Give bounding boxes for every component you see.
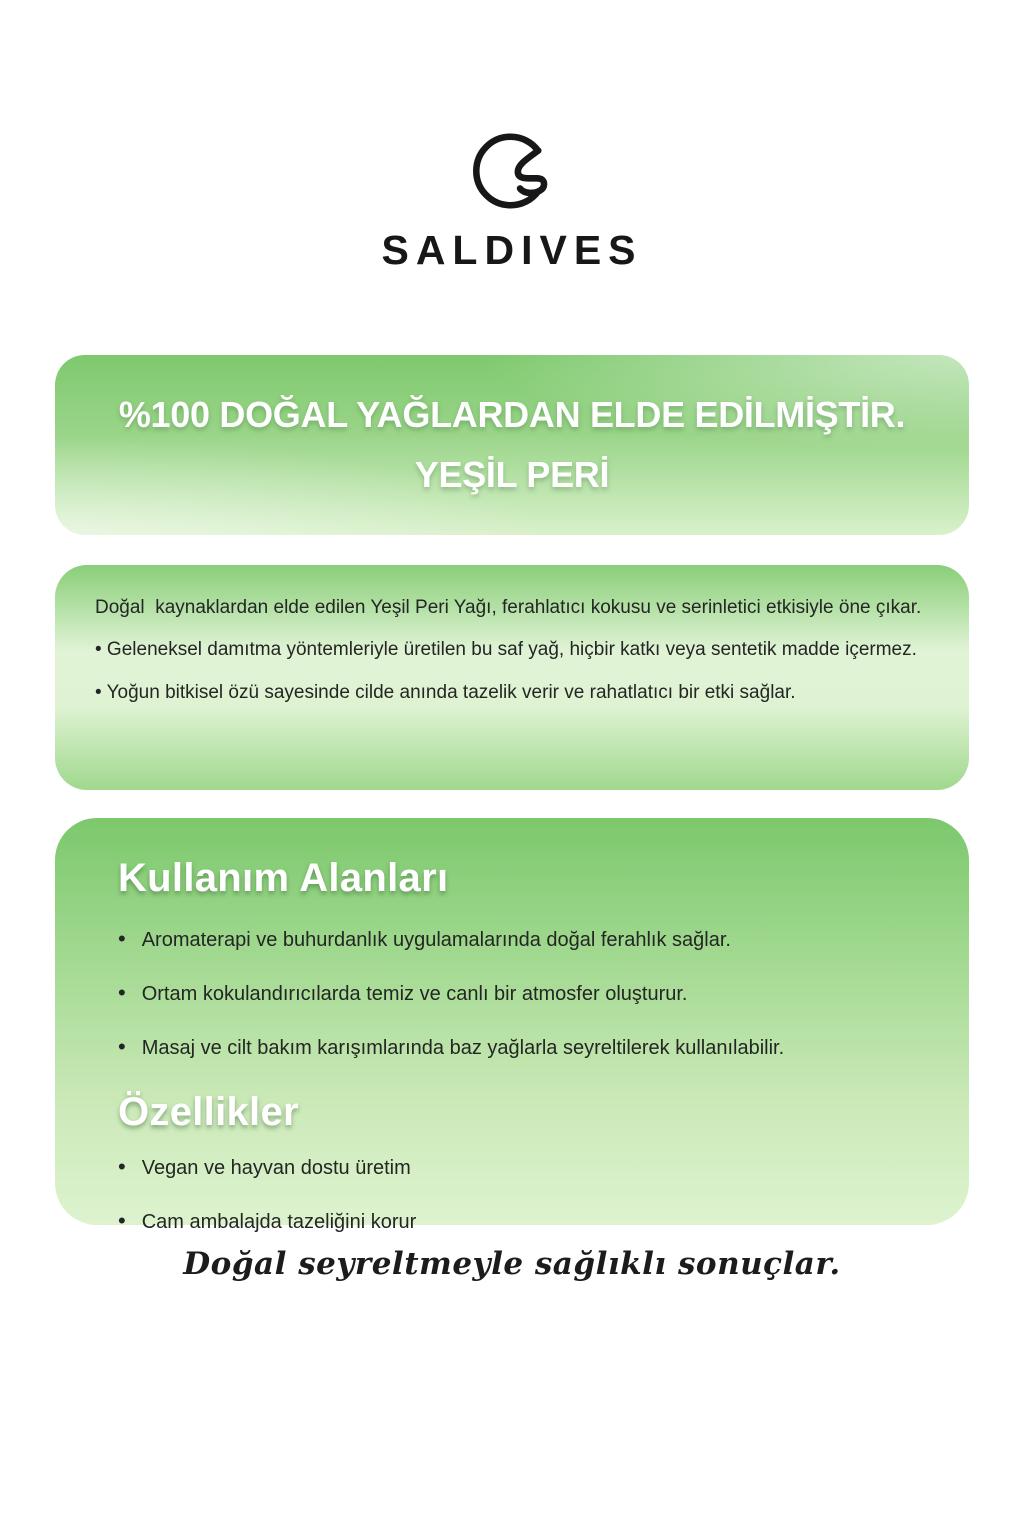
title-line-2: YEŞİL PERİ: [414, 454, 610, 495]
title-banner: [55, 355, 969, 535]
description-card: [55, 565, 969, 790]
description-paragraph: Doğal kaynaklardan elde edilen Yeşil Peri Yağı, ferahlatıcı kokusu ve serinletici etkisiyle öne çıkar.: [95, 597, 922, 618]
features-list: [118, 1154, 919, 1236]
title-line-1: %100 DOĞAL YAĞLARDAN ELDE EDİLMİŞTİR.: [118, 394, 906, 435]
brand-wordmark: SALDIVES: [381, 227, 643, 273]
description-paragraph: • Geleneksel damıtma yöntemleriyle üretilen bu saf yağ, hiçbir katkı veya sentetik madde içermez.: [95, 639, 917, 661]
list-item-text: Masaj ve cilt bakım karışımlarında baz yağlarla seyreltilerek kullanılabilir.: [141, 1037, 785, 1059]
brand-header: [0, 128, 1024, 274]
bullet-icon: •: [118, 1154, 126, 1179]
tagline-script: Doğal seyreltmeyle sağlıklı sonuçlar.: [183, 1246, 841, 1282]
list-item: [118, 1154, 919, 1182]
bullet-icon: •: [118, 1208, 126, 1233]
bullet-icon: •: [118, 1034, 126, 1059]
bullet-icon: •: [118, 926, 126, 951]
list-item: [118, 1034, 919, 1062]
list-item-text: Vegan ve hayvan dostu üretim: [141, 1157, 411, 1179]
saldives-logo-icon: [468, 128, 556, 219]
list-item: [118, 1208, 919, 1236]
list-item-text: Aromaterapi ve buhurdanlık uygulamalarında doğal ferahlık sağlar.: [141, 929, 731, 951]
info-card: [55, 818, 969, 1233]
list-item-text: Ortam kokulandırıcılarda temiz ve canlı bir atmosfer oluşturur.: [141, 983, 688, 1005]
bullet-icon: •: [118, 980, 126, 1005]
features-heading: Özellikler: [118, 1090, 299, 1134]
usage-heading: Kullanım Alanları: [118, 856, 449, 900]
description-paragraph: • Yoğun bitkisel özü sayesinde cilde anında tazelik verir ve rahatlatıcı bir etki sağlar.: [95, 681, 796, 703]
usage-list: [118, 926, 919, 1062]
list-item: [118, 980, 919, 1008]
list-item-text: Cam ambalajda tazeliğini korur: [141, 1211, 417, 1233]
list-item: [118, 926, 919, 954]
